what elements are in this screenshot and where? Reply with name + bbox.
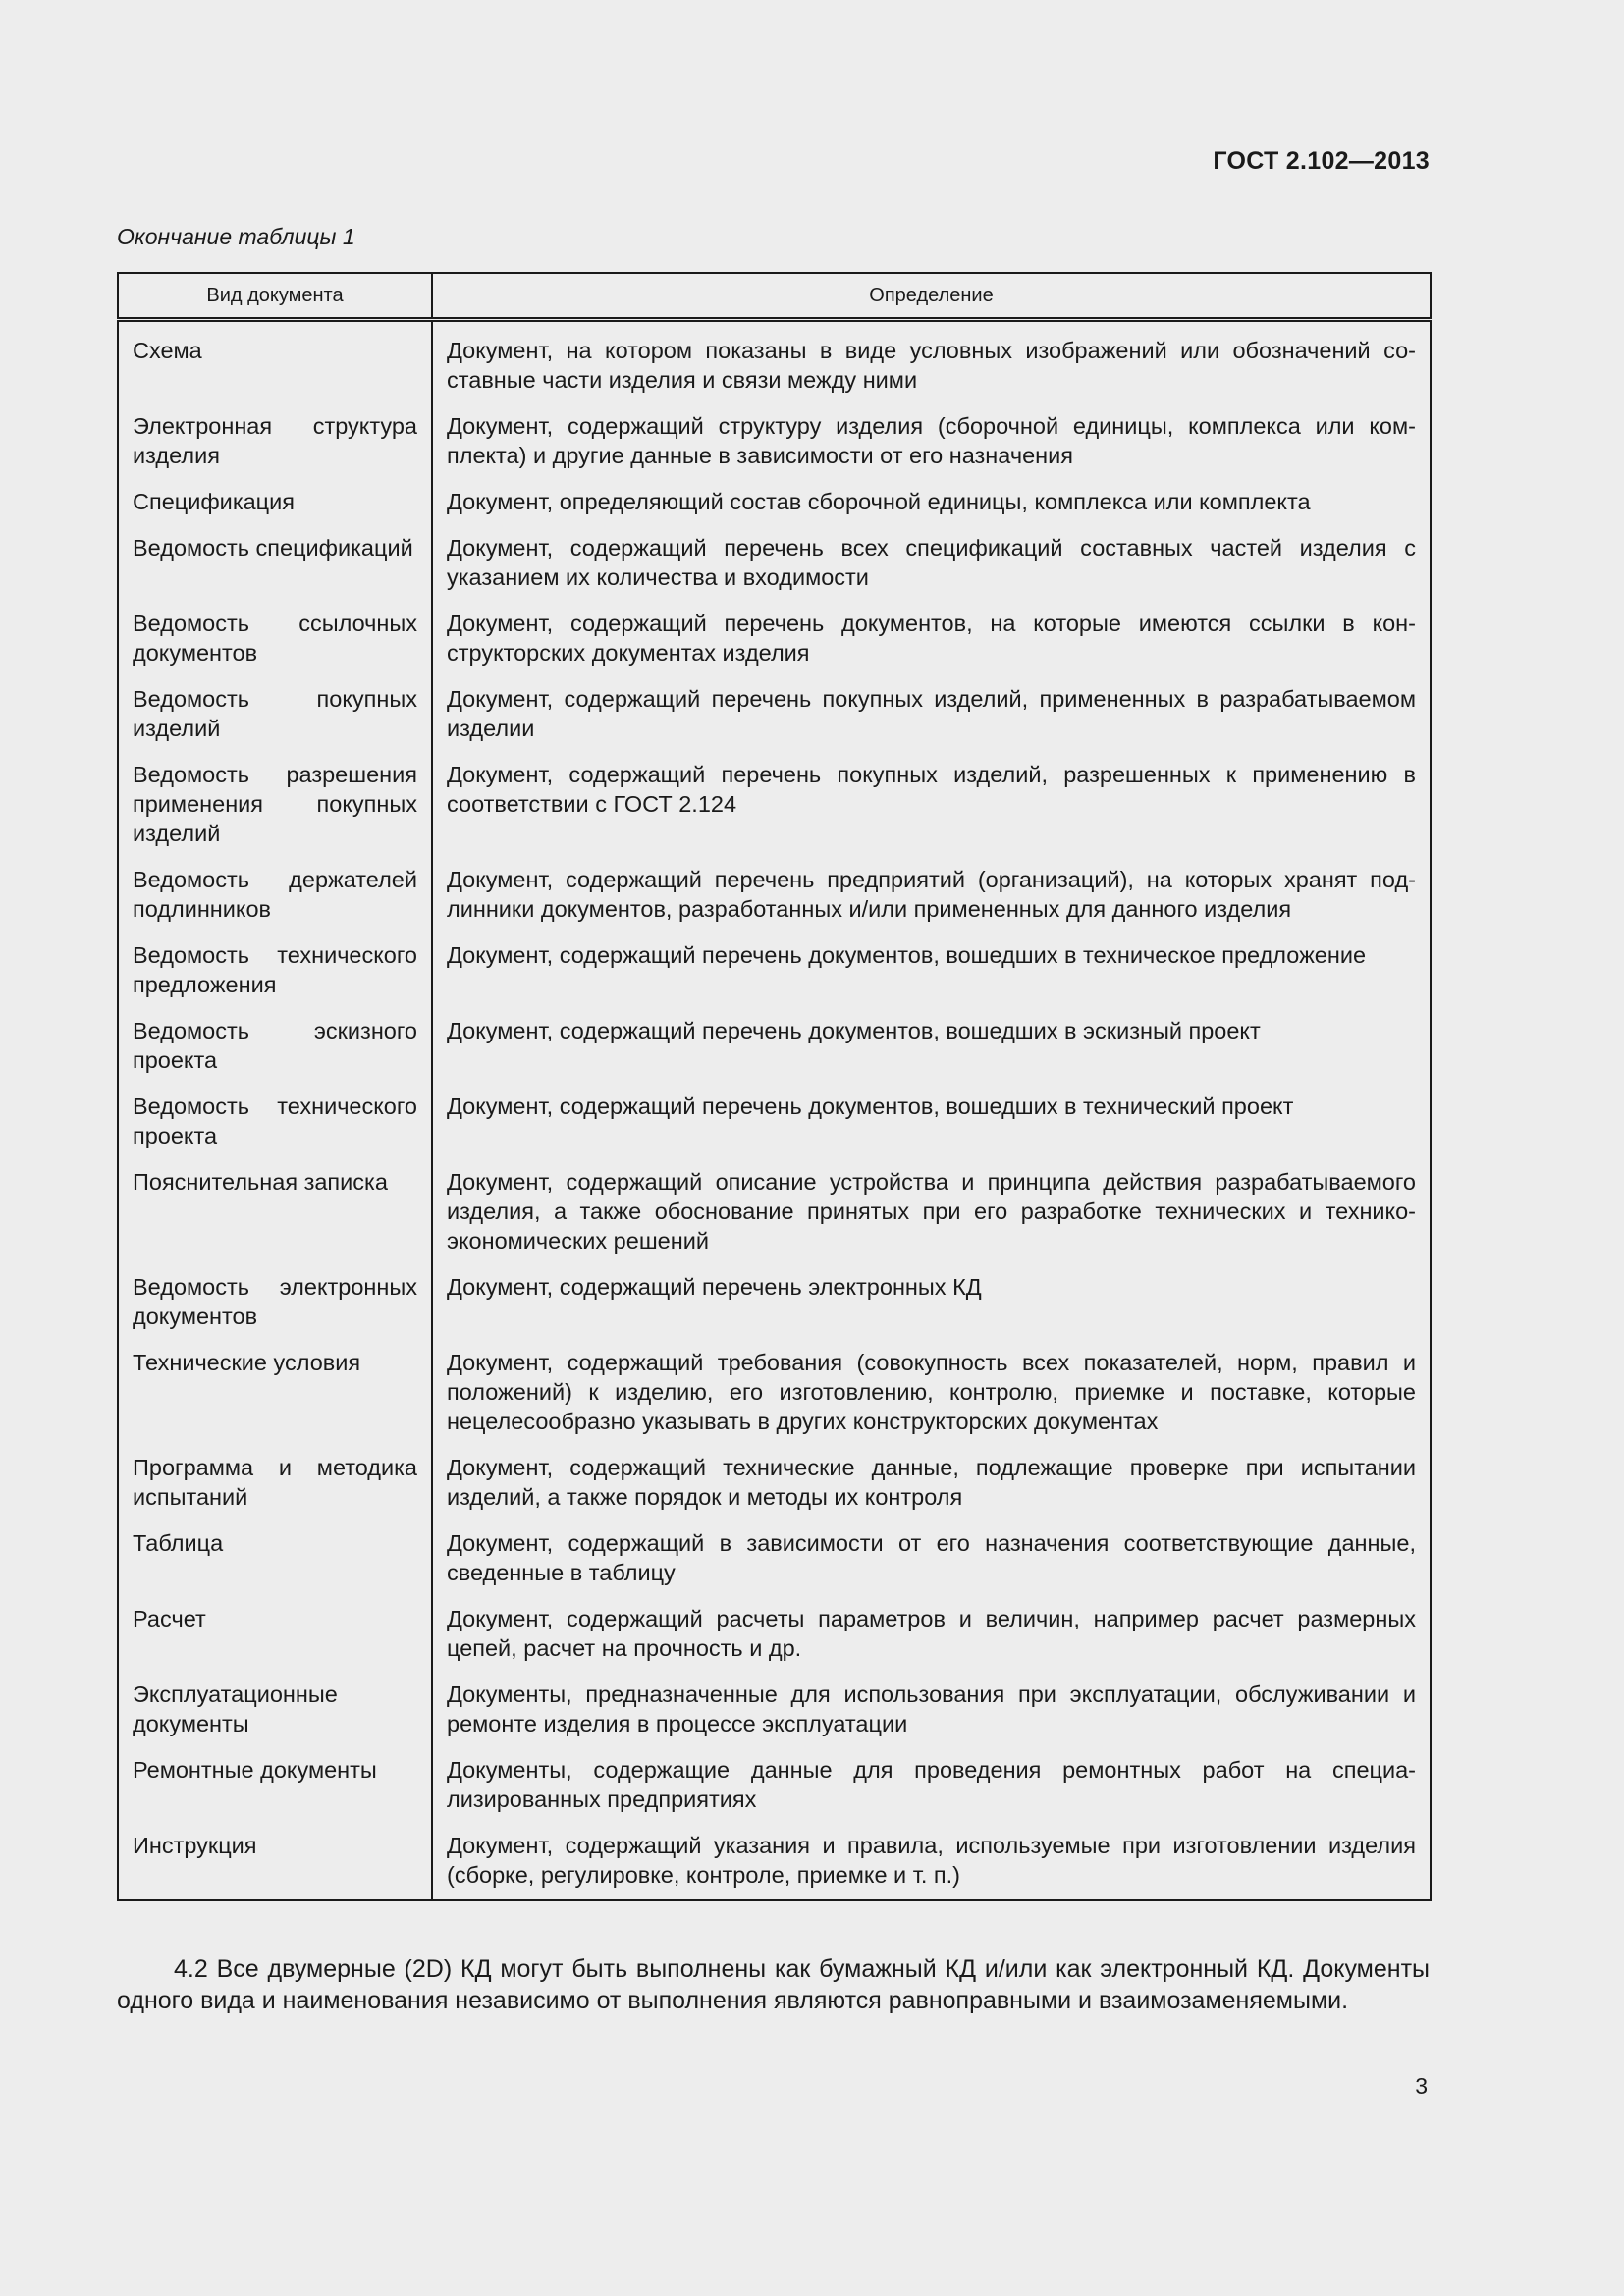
page-number: 3 <box>1415 2073 1428 2099</box>
document-type-cell: Ремонтные документы <box>118 1747 432 1823</box>
table-row <box>118 403 1431 479</box>
column-header-definition: Определение <box>432 273 1431 320</box>
definition-cell: Документ, содержащий перечень документов, вошедших в эскизный проект <box>432 1008 1431 1084</box>
table-row <box>118 676 1431 752</box>
definition-cell: Документ, содержащий описание устройства и принципа действия разрабатываемого изделия, а также обоснование принятых при его разработке технических и технико-экономических решений <box>432 1159 1431 1264</box>
definition-cell: Документ, содержащий перечень документов, вошедших в техническое предложение <box>432 933 1431 1008</box>
definition-cell: Документ, содержащий структуру изделия (сборочной единицы, комплекса или комплекта) и другие данные в зависимости от его назначения <box>432 403 1431 479</box>
document-type-cell: Ведомость технического проекта <box>118 1084 432 1159</box>
table-row <box>118 601 1431 676</box>
document-type-cell: Схема <box>118 320 432 404</box>
document-type-cell: Ведомость покупных изделий <box>118 676 432 752</box>
definition-cell: Документ, содержащий перечень предприятий (организаций), на которых хранят подлинники документов, разработанных и/или примененных для данного изделия <box>432 857 1431 933</box>
document-type-cell: Эксплуатационные документы <box>118 1672 432 1747</box>
table-row <box>118 1672 1431 1747</box>
table-row <box>118 1340 1431 1445</box>
definition-cell: Документ, содержащий расчеты параметров и величин, например расчет размерных цепей, расчет на прочность и др. <box>432 1596 1431 1672</box>
document-type-cell: Ведомость спецификаций <box>118 525 432 601</box>
table-header-row <box>118 273 1431 320</box>
table-row <box>118 1596 1431 1672</box>
definition-cell: Документ, содержащий технические данные, подлежащие проверке при испытании изделий, а также порядок и методы их контроля <box>432 1445 1431 1521</box>
document-type-cell: Ведомость ссылочных документов <box>118 601 432 676</box>
table-row <box>118 479 1431 525</box>
table-row <box>118 1445 1431 1521</box>
document-type-cell: Ведомость эскизного проекта <box>118 1008 432 1084</box>
document-type-cell: Спецификация <box>118 479 432 525</box>
definition-cell: Документ, содержащий в зависимости от его назначения соответствующие данные, сведенные в таблицу <box>432 1521 1431 1596</box>
standard-designation: ГОСТ 2.102—2013 <box>1213 147 1430 175</box>
definition-cell: Документы, предназначенные для использования при эксплуатации, обслуживании и ремонте изделия в процессе эксплуатации <box>432 1672 1431 1747</box>
table-body <box>118 320 1431 1901</box>
definition-cell: Документ, содержащий перечень покупных изделий, примененных в разрабатываемом изделии <box>432 676 1431 752</box>
table-row <box>118 1008 1431 1084</box>
document-type-cell: Программа и методика испытаний <box>118 1445 432 1521</box>
document-type-cell: Ведомость держателей подлинников <box>118 857 432 933</box>
definition-cell: Документ, содержащий перечень всех спецификаций составных частей изделия с указанием их количества и входимости <box>432 525 1431 601</box>
definition-cell: Документ, содержащий требования (совокупность всех показателей, норм, правил и положений) к изделию, его изготовлению, контролю, приемке и поставке, которые нецелесообразно указывать в других конструкторских документах <box>432 1340 1431 1445</box>
document-type-cell: Расчет <box>118 1596 432 1672</box>
definition-cell: Документ, содержащий указания и правила, используемые при изготовлении изделия (сборке, регулировке, контроле, приемке и т. п.) <box>432 1823 1431 1900</box>
definition-cell: Документ, содержащий перечень покупных изделий, разрешенных к применению в соответствии с ГОСТ 2.124 <box>432 752 1431 857</box>
table-row <box>118 320 1431 404</box>
definition-cell: Документ, содержащий перечень документов, вошедших в технический проект <box>432 1084 1431 1159</box>
definition-cell: Документ, содержащий перечень электронных КД <box>432 1264 1431 1340</box>
table-row <box>118 1264 1431 1340</box>
section-paragraph-4-2: 4.2 Все двумерные (2D) КД могут быть выполнены как бумажный КД и/или как электронный КД. Документы одного вида и наименования независимо от выполнения являются равноправными и взаимозаменяемыми. <box>117 1955 1430 2014</box>
document-type-cell: Таблица <box>118 1521 432 1596</box>
table-row <box>118 933 1431 1008</box>
column-header-document-type: Вид документа <box>118 273 432 320</box>
definition-cell: Документ, определяющий состав сборочной единицы, комплекса или комплекта <box>432 479 1431 525</box>
table-row <box>118 1521 1431 1596</box>
table-row <box>118 1159 1431 1264</box>
table-row <box>118 1084 1431 1159</box>
table-row <box>118 1823 1431 1900</box>
document-type-cell: Электронная структура изделия <box>118 403 432 479</box>
table-row <box>118 857 1431 933</box>
document-types-table <box>117 272 1432 1901</box>
document-type-cell: Пояснительная записка <box>118 1159 432 1264</box>
document-type-cell: Инструкция <box>118 1823 432 1900</box>
definition-cell: Документ, на котором показаны в виде условных изображений или обозначений составные части изделия и связи между ними <box>432 320 1431 404</box>
table-row <box>118 525 1431 601</box>
document-type-cell: Ведомость электронных документов <box>118 1264 432 1340</box>
definition-cell: Документ, содержащий перечень документов, на которые имеются ссылки в конструкторских документах изделия <box>432 601 1431 676</box>
document-type-cell: Ведомость разрешения применения покупных изделий <box>118 752 432 857</box>
document-type-cell: Ведомость технического предложения <box>118 933 432 1008</box>
table-row <box>118 1747 1431 1823</box>
document-type-cell: Технические условия <box>118 1340 432 1445</box>
definition-cell: Документы, содержащие данные для проведения ремонтных работ на специализированных предприятиях <box>432 1747 1431 1823</box>
table-row <box>118 752 1431 857</box>
table-caption: Окончание таблицы 1 <box>117 224 355 249</box>
